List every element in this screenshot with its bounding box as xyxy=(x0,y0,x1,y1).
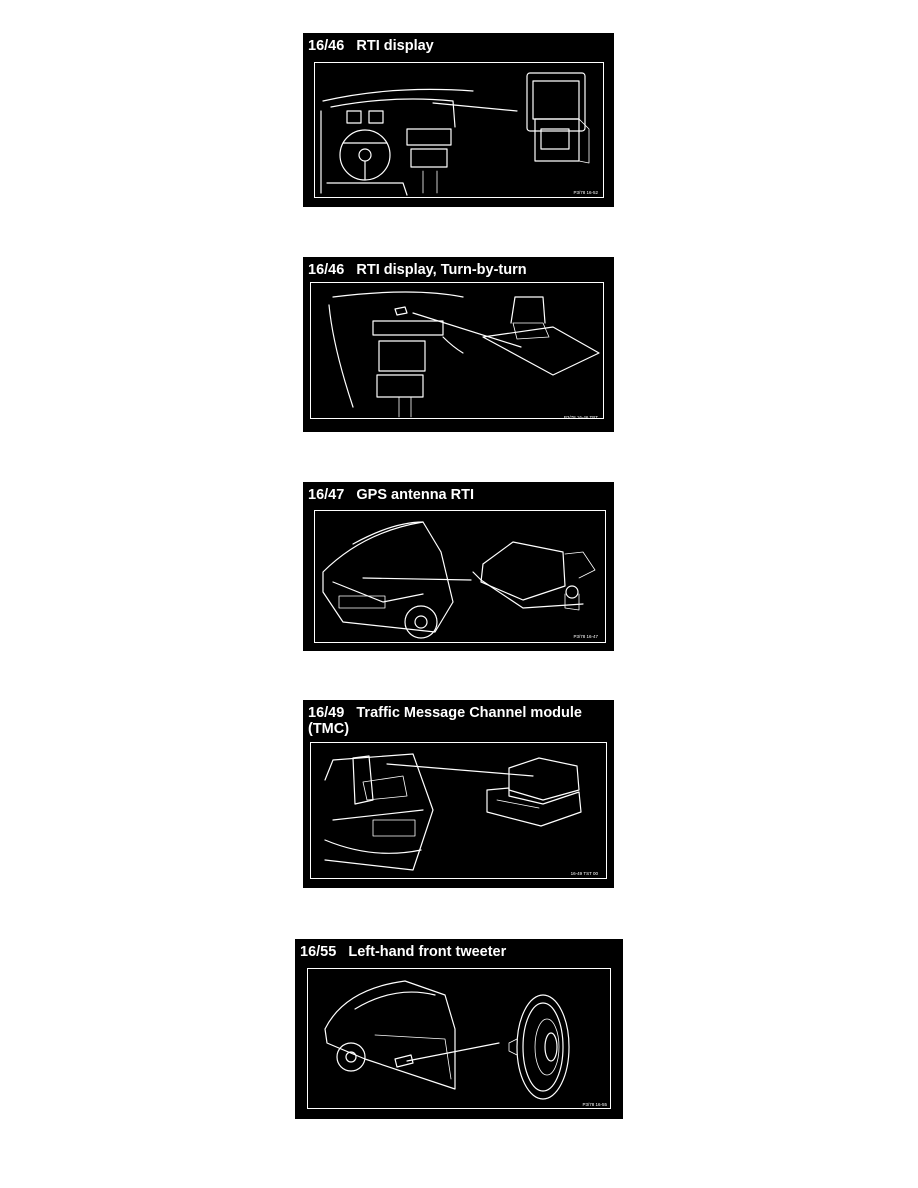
figure-code: P3/78 16-52 xyxy=(573,190,598,195)
figure-code: 16-49 TST 00 xyxy=(570,871,598,876)
car-door-tweeter-illustration xyxy=(295,939,623,1119)
figure-code: P3/78 16-47 xyxy=(573,634,598,639)
figure-code: P3/78 16-55 xyxy=(582,1102,607,1107)
figure-title: 16/55 Left-hand front tweeter xyxy=(300,944,507,960)
trunk-tmc-illustration xyxy=(303,700,614,888)
car-rear-antenna-illustration xyxy=(303,482,614,651)
figure-gps-antenna-rti xyxy=(303,482,614,651)
figure-code: P3/78 16-46 TBT xyxy=(563,415,598,420)
center-console-illustration xyxy=(303,257,614,432)
figure-left-hand-front-tweeter xyxy=(295,939,623,1119)
figure-rti-display-turn-by-turn xyxy=(303,257,614,432)
figure-title: 16/46 RTI display xyxy=(308,38,434,54)
figure-rti-display xyxy=(303,33,614,207)
figure-tmc-module xyxy=(303,700,614,888)
figure-title: 16/47 GPS antenna RTI xyxy=(308,487,474,503)
dashboard-illustration xyxy=(303,33,614,207)
figure-title: 16/49 Traffic Message Channel module (TMC) xyxy=(308,705,582,737)
figure-title: 16/46 RTI display, Turn-by-turn xyxy=(308,262,527,278)
